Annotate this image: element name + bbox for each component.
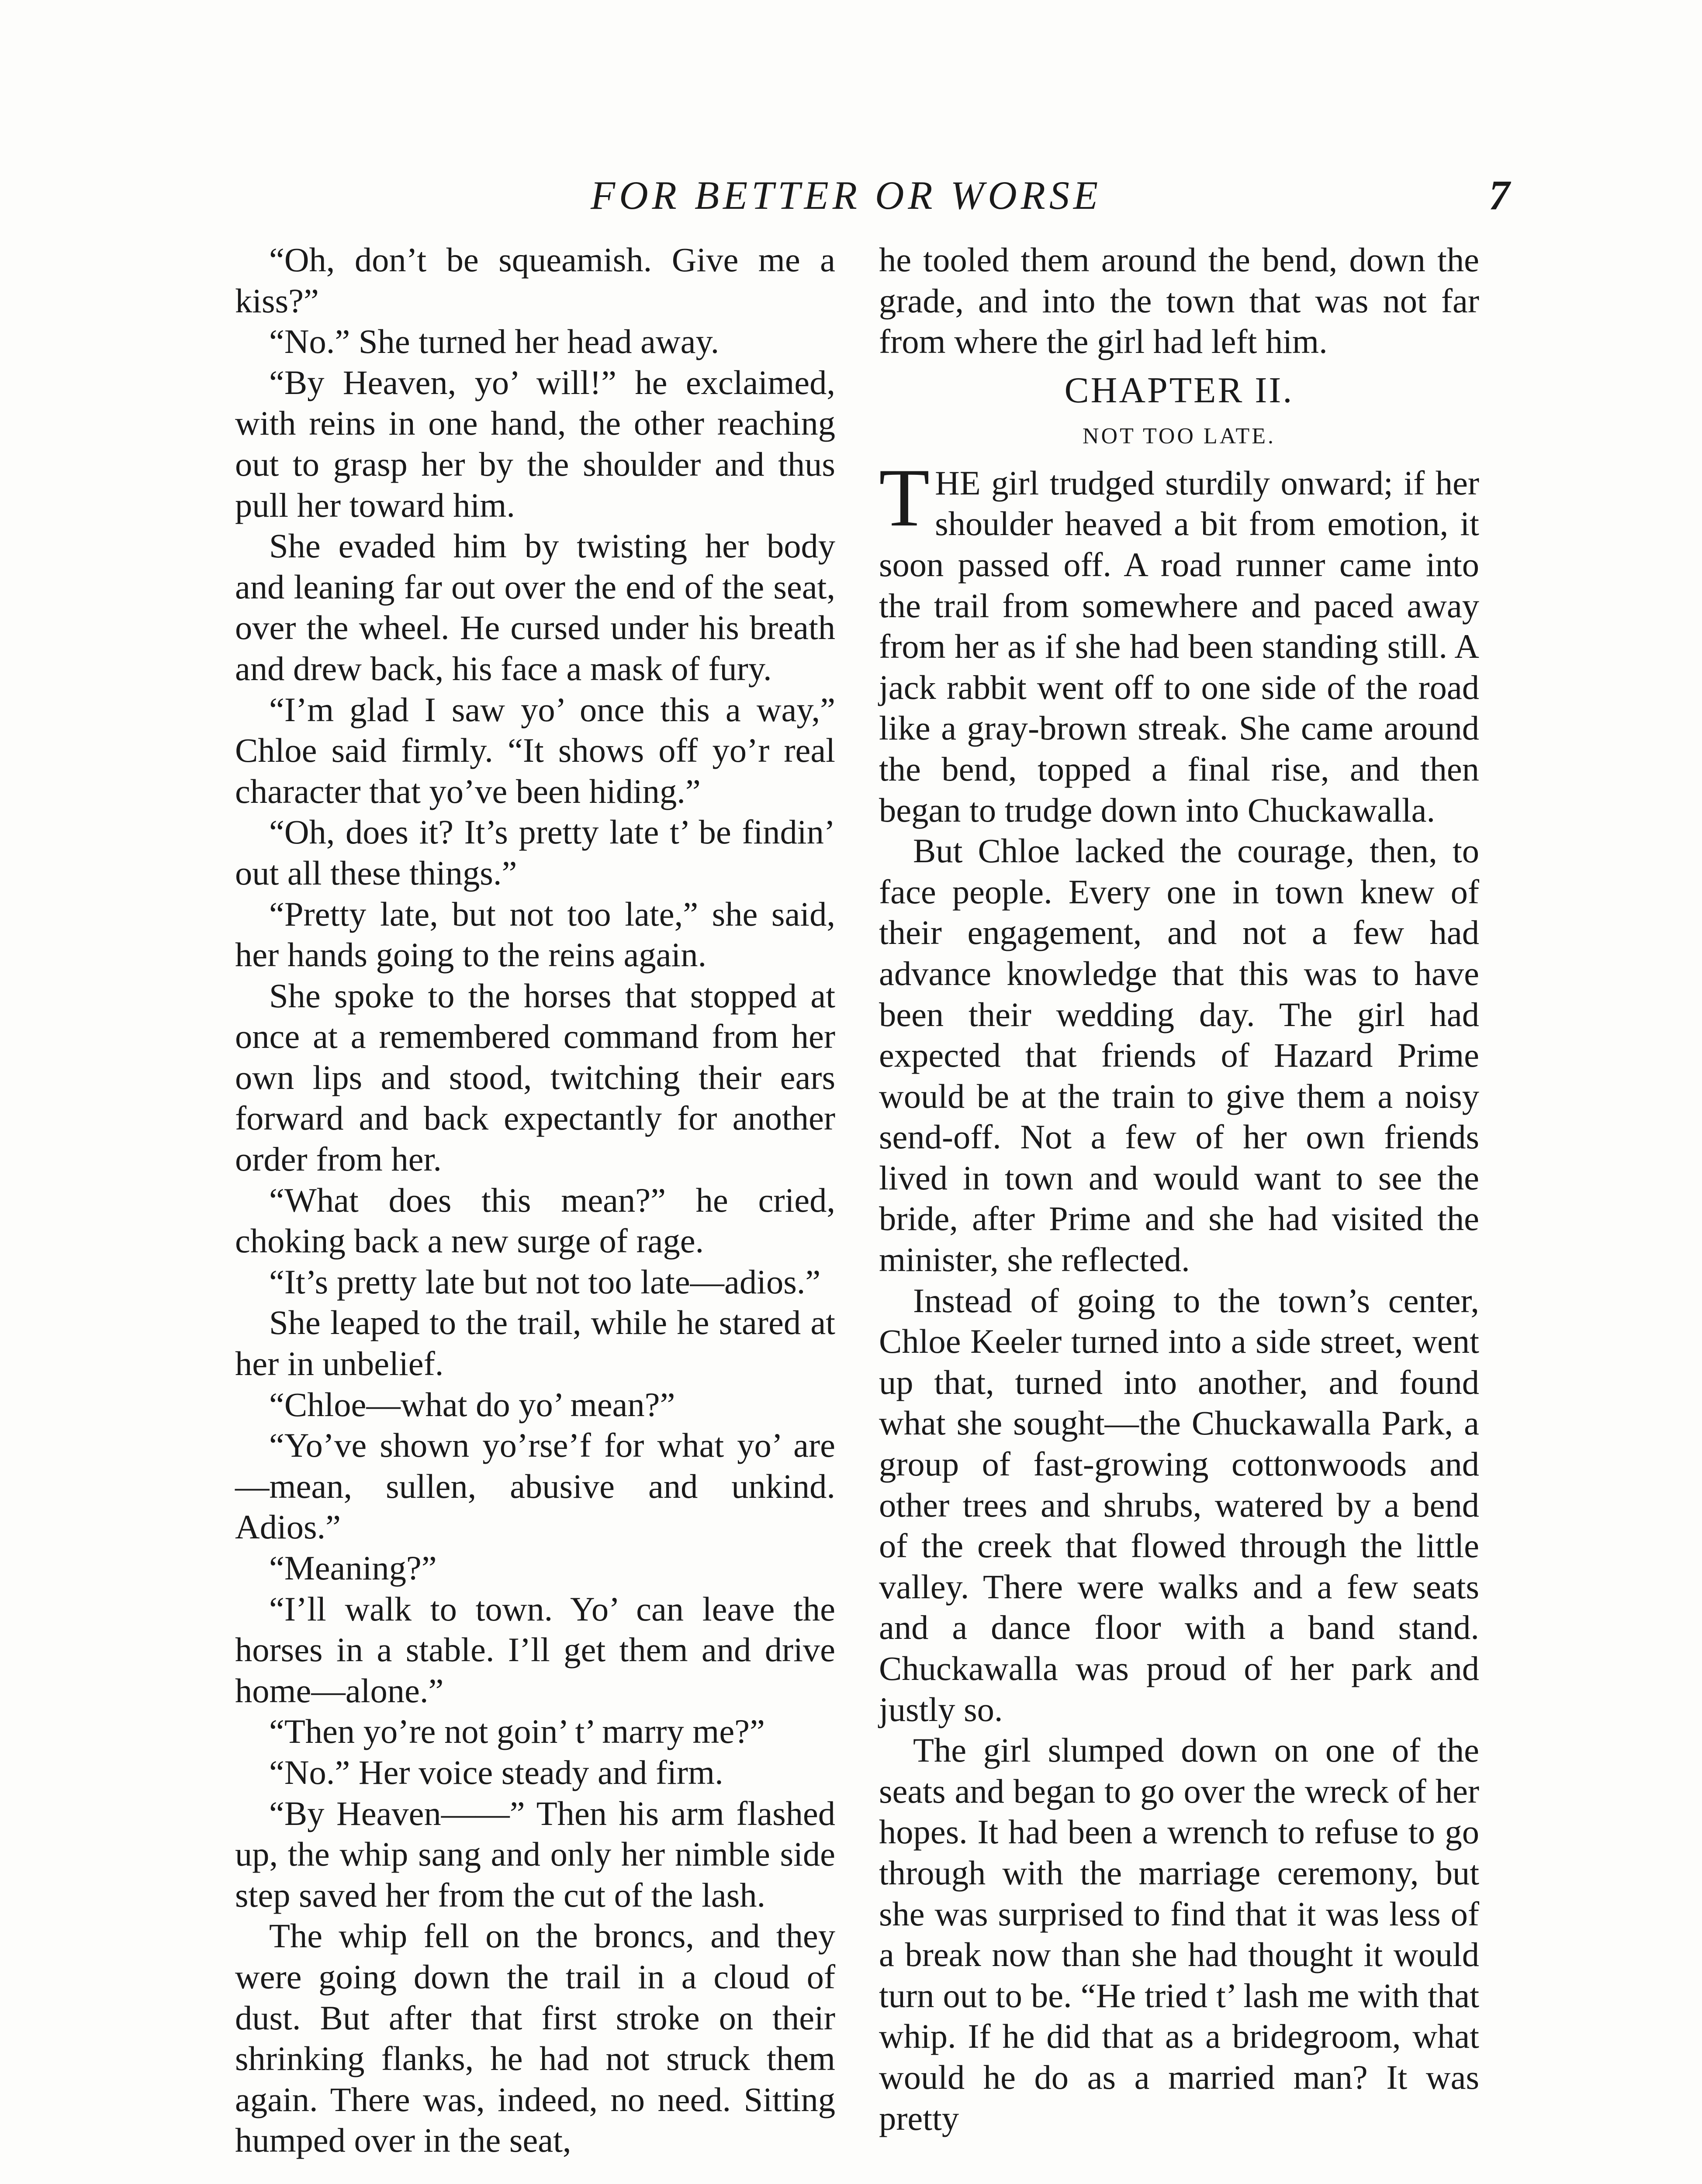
- paragraph: “Pretty late, but not too late,” she said, her hands going to the reins again.: [235, 895, 835, 974]
- running-title: FOR BETTER OR WORSE: [591, 173, 1102, 218]
- paragraph: But Chloe lacked the courage, then, to face people. Every one in town knew of their engagement, and not a few had advance knowledge that this was to have been their wedding day. The girl had expected that friends of Hazard Prime would be at the train to give them a noisy send-off. Not a few of her own friends lived in town and would want to see the bride, after Prime and she had visited the minister, she reflected.: [879, 832, 1479, 1279]
- drop-cap: T: [879, 452, 930, 544]
- paragraph: Instead of going to the town’s center, Chloe Keeler turned into a side street, went up that, turned into another, and found what she sought—the Chuckawalla Park, a group of fast-growing cottonwoods and other trees and shrubs, watered by a bend of the creek that flowed through the little valley. There were walks and a few seats and a dance floor with a band stand. Chuckawalla was proud of her park and justly so.: [879, 1281, 1479, 1728]
- paragraph: The girl slumped down on one of the seats and began to go over the wreck of her hopes. It had been a wrench to refuse to go through with the marriage ceremony, but she was surprised to find that it was less of a break now than she had thought it would turn out to be. “He tried t’ lash me with that whip. If he did that as a bridegroom, what would he do as a married man? It was pretty: [879, 1731, 1479, 2137]
- running-head: [0, 171, 1702, 219]
- continuation-paragraph: he tooled them around the bend, down the grade, and into the town that was not far from where the girl had left him.: [879, 241, 1479, 361]
- paragraph: “Oh, don’t be squeamish. Give me a kiss?”: [235, 241, 835, 320]
- paragraph: The whip fell on the broncs, and they were going down the trail in a cloud of dust. But after that first stroke on their shrinking flanks, he had not struck them again. There was, indeed, no need. Sitting humped over in the seat,: [235, 1917, 835, 2160]
- paragraph: “I’m glad I saw yo’ once this a way,” Chloe said firmly. “It shows off yo’r real character that yo’ve been hiding.”: [235, 690, 835, 810]
- paragraph: “By Heaven——” Then his arm flashed up, the whip sang and only her nimble side step saved her from the cut of the lash.: [235, 1794, 835, 1914]
- paragraph: “Yo’ve shown yo’rse’f for what yo’ are—mean, sullen, abusive and unkind. Adios.”: [235, 1426, 835, 1546]
- paragraph: “Oh, does it? It’s pretty late t’ be findin’ out all these things.”: [235, 813, 835, 892]
- page-number: 7: [1489, 172, 1510, 218]
- paragraph: “No.” She turned her head away.: [269, 322, 720, 361]
- paragraph: “I’ll walk to town. Yo’ can leave the horses in a stable. I’ll get them and drive home—alone.”: [235, 1590, 835, 1710]
- right-column: [879, 239, 1479, 2139]
- opening-paragraph: [879, 452, 1479, 830]
- paragraph: “Meaning?”: [269, 1549, 437, 1587]
- paragraph: She evaded him by twisting her body and leaning far out over the end of the seat, over the wheel. He cursed under his breath and drew back, his face a mask of fury.: [235, 527, 835, 688]
- paragraph: She leaped to the trail, while he stared at her in unbelief.: [235, 1303, 835, 1383]
- left-column: [235, 239, 835, 2161]
- paragraph: “Chloe—what do yo’ mean?”: [269, 1385, 675, 1424]
- paragraph: “Then yo’re not goin’ t’ marry me?”: [269, 1712, 765, 1751]
- paragraph: She spoke to the horses that stopped at once at a remembered command from her own lips and stood, twitching their ears forward and back expectantly for another order from her.: [235, 976, 835, 1178]
- paragraph: “No.” Her voice steady and firm.: [269, 1753, 723, 1791]
- paragraph: “It’s pretty late but not too late—adios.”: [269, 1262, 821, 1301]
- chapter-subtitle: NOT TOO LATE.: [1083, 423, 1276, 449]
- opening-paragraph-text: HE girl trudged sturdily onward; if her shoulder heaved a bit from emotion, it soon passed off. A road runner came into the trail from somewhere and paced away from her as if she had been standing still. A jack rabbit went off to one side of the road like a gray-brown streak. She came around the bend, topped a final rise, and then began to trudge down into Chuckawalla.: [879, 463, 1479, 829]
- paragraph: “What does this mean?” he cried, choking back a new surge of rage.: [235, 1181, 835, 1260]
- paragraph: “By Heaven, yo’ will!” he exclaimed, with reins in one hand, the other reaching out to grasp her by the shoulder and thus pull her toward him.: [235, 363, 835, 524]
- chapter-heading: CHAPTER II.: [1064, 370, 1294, 411]
